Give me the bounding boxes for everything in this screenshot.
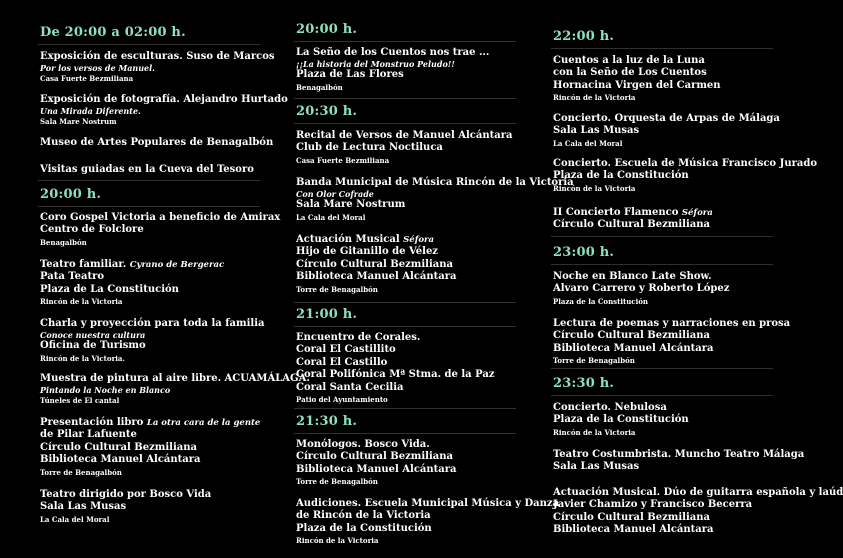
event-item <box>553 113 780 149</box>
event-venue: Rincón de la Victoria. <box>40 353 125 363</box>
divider <box>551 368 773 369</box>
time-heading: 23:30 h. <box>553 376 615 391</box>
event-line: Museo de Artes Populares de Benagalbón <box>40 137 274 148</box>
event-line: Noche en Blanco Late Show. <box>553 271 712 282</box>
event-line: Plaza de la Constitución <box>553 414 689 426</box>
event-item <box>553 55 721 103</box>
event-line: Círculo Cultural Bezmiliana <box>296 258 453 270</box>
event-line <box>553 207 713 219</box>
divider <box>551 264 773 265</box>
event-item <box>296 47 489 93</box>
event-line: Alvaro Carrero y Roberto López <box>553 283 730 295</box>
event-line: Círculo Cultural Bezmiliana <box>40 441 197 453</box>
event-line: Plaza de La Constitución <box>40 283 179 295</box>
time-heading: 22:00 h. <box>553 29 615 44</box>
event-subtitle: Por los versos de Manuel. <box>40 63 155 74</box>
event-line: Coral Polifónica Mª Stma. de la Paz <box>296 369 495 381</box>
event-inline-italic: Cyrano de Bergerac <box>129 260 225 270</box>
event-line <box>40 417 260 429</box>
event-line-text: Actuación Musical <box>296 234 400 245</box>
divider <box>38 180 260 181</box>
event-inline-italic: Séfora <box>403 235 435 245</box>
event-line: Sala Las Musas <box>553 125 640 137</box>
event-line: Oficina de Turismo <box>40 340 146 352</box>
event-line: de Pilar Lafuente <box>40 429 137 441</box>
event-subtitle: Una Mirada Diferente. <box>40 106 141 117</box>
event-line: Plaza de Las Flores <box>296 69 404 81</box>
event-line: Círculo Cultural Bezmiliana <box>296 451 453 463</box>
event-item <box>296 130 512 166</box>
event-item <box>40 489 211 525</box>
event-line: Actuación Musical. Dúo de guitarra española y laúd <box>553 487 843 498</box>
event-line: Coral El Castillito <box>296 344 396 356</box>
event-item <box>296 177 574 223</box>
event-line: Biblioteca Manuel Alcántara <box>553 342 714 354</box>
event-venue: Rincón de la Victoria <box>553 93 636 103</box>
event-venue: Rincón de la Victoria <box>296 536 379 546</box>
event-venue: Patio del Ayuntamiento <box>296 395 388 405</box>
event-inline-italic: La otra cara de la gente <box>146 418 261 428</box>
event-subtitle: Con Olor Cofrade <box>296 189 374 200</box>
divider <box>294 433 516 434</box>
event-item <box>40 373 310 406</box>
event-line <box>40 259 224 271</box>
event-line: Muestra de pintura al aire libre. ACUAMÁLAGA. <box>40 373 310 384</box>
divider <box>294 98 516 99</box>
divider <box>38 44 260 45</box>
event-line: Hornacina Virgen del Carmen <box>553 79 721 91</box>
event-venue: Rincón de la Victoria <box>553 427 636 437</box>
event-line-text: Teatro familiar. <box>40 259 127 270</box>
divider <box>294 123 516 124</box>
time-heading: 21:30 h. <box>296 414 358 429</box>
event-line: Javier Chamizo y Francisco Becerra <box>553 499 753 511</box>
event-line: Banda Municipal de Música Rincón de la Victoria <box>296 177 574 188</box>
divider <box>294 408 516 409</box>
event-item <box>296 498 559 546</box>
event-line: Coral El Castillo <box>296 356 388 368</box>
time-heading: 20:30 h. <box>296 104 358 119</box>
divider <box>551 48 773 49</box>
event-line <box>296 234 457 246</box>
event-line: Círculo Cultural Bezmiliana <box>553 219 710 231</box>
event-venue: Casa Fuerte Bezmiliana <box>296 155 390 165</box>
event-line: Club de Lectura Noctiluca <box>296 142 443 154</box>
event-subtitle: Conoce nuestra cultura <box>40 330 146 341</box>
event-line: Sala Mare Nostrum <box>296 199 406 211</box>
time-heading: De 20:00 a 02:00 h. <box>40 25 186 40</box>
event-inline-italic: Séfora <box>681 208 713 218</box>
event-item <box>40 212 280 248</box>
time-heading: 21:00 h. <box>296 307 358 322</box>
event-line: Exposición de esculturas. Suso de Marcos <box>40 51 275 62</box>
event-venue: Benagalbón <box>296 82 343 92</box>
event-line: Coro Gospel Victoria a beneficio de Amirax <box>40 212 281 223</box>
event-line: Cuentos a la luz de la Luna <box>553 55 705 66</box>
event-venue: Torre de Benagalbón <box>40 467 122 477</box>
event-item <box>40 51 275 84</box>
event-item <box>296 439 457 487</box>
event-venue: Torre de Benagalbón <box>296 477 378 487</box>
event-line: Biblioteca Manuel Alcántara <box>296 271 457 283</box>
event-item <box>553 158 817 194</box>
event-venue: Casa Fuerte Bezmiliana <box>40 74 134 84</box>
event-line: Sala Las Musas <box>553 461 640 473</box>
event-item <box>40 137 273 149</box>
event-item <box>553 402 689 438</box>
event-line: Charla y proyección para toda la familia <box>40 318 265 329</box>
event-line-text: Presentación libro <box>40 417 144 428</box>
event-line: Plaza de la Constitución <box>296 522 432 534</box>
event-line: Hijo de Gitanillo de Vélez <box>296 246 438 258</box>
event-item <box>40 318 264 364</box>
event-line: Teatro Costumbrista. Muncho Teatro Málaga <box>553 449 805 460</box>
event-line: Centro de Folclore <box>40 224 144 236</box>
event-line: Teatro dirigido por Bosco Vida <box>40 489 212 500</box>
event-line: Concierto. Escuela de Música Francisco Jurado <box>553 158 817 169</box>
event-line: Pata Teatro <box>40 271 105 283</box>
event-line: Biblioteca Manuel Alcántara <box>296 463 457 475</box>
event-venue: Plaza de la Constitución <box>553 296 648 306</box>
divider <box>294 41 516 42</box>
event-line: de Rincón de la Victoria <box>296 510 431 522</box>
event-item <box>296 332 495 405</box>
event-venue: La Cala del Moral <box>40 514 110 524</box>
divider <box>294 326 516 327</box>
event-line: Recital de Versos de Manuel Alcántara <box>296 130 513 141</box>
event-item <box>553 318 790 366</box>
event-venue: Benagalbón <box>40 237 87 247</box>
event-line: Biblioteca Manuel Alcántara <box>40 454 201 466</box>
event-item <box>553 449 804 474</box>
event-line: Concierto. Nebulosa <box>553 402 667 413</box>
event-venue: Torre de Benagalbón <box>296 284 378 294</box>
event-line: Lectura de poemas y narraciones en prosa <box>553 318 791 329</box>
event-item <box>553 271 729 307</box>
time-heading: 20:00 h. <box>296 22 358 37</box>
event-item <box>40 417 260 478</box>
event-line: Círculo Cultural Bezmiliana <box>553 511 710 523</box>
event-line: con la Seño de Los Cuentos <box>553 67 707 79</box>
event-venue: Rincón de la Victoria <box>553 183 636 193</box>
event-item <box>40 164 254 176</box>
event-line: Sala Las Musas <box>40 501 127 513</box>
event-item <box>296 234 457 295</box>
event-line: Exposición de fotografía. Alejandro Hurtado <box>40 94 288 105</box>
event-venue: Rincón de la Victoria <box>40 297 123 307</box>
time-heading: 20:00 h. <box>40 187 102 202</box>
event-line-text: II Concierto Flamenco <box>553 207 679 218</box>
event-venue: Sala Mare Nostrum <box>40 117 117 127</box>
event-subtitle: Pintando la Noche en Blanco <box>40 385 171 396</box>
event-venue: Torre de Benagalbón <box>553 356 635 366</box>
event-item <box>553 487 843 537</box>
event-line: Concierto. Orquesta de Arpas de Málaga <box>553 113 780 124</box>
event-line: Monólogos. Bosco Vida. <box>296 439 430 450</box>
event-line: Círculo Cultural Bezmiliana <box>553 330 710 342</box>
divider <box>551 395 773 396</box>
event-subtitle: ¡¡La historia del Monstruo Peludo!! <box>296 59 455 70</box>
event-item <box>40 259 224 307</box>
event-line: Coral Santa Cecilia <box>296 381 404 393</box>
time-heading: 23:00 h. <box>553 245 615 260</box>
event-line: La Seño de los Cuentos nos trae ... <box>296 47 490 58</box>
event-venue: La Cala del Moral <box>296 212 366 222</box>
divider <box>294 302 516 303</box>
event-line: Visitas guiadas en la Cueva del Tesoro <box>40 164 254 175</box>
event-line: Biblioteca Manuel Alcántara <box>553 524 714 536</box>
divider <box>38 206 260 207</box>
event-line: Audiciones. Escuela Municipal Música y Danza <box>296 498 560 509</box>
event-line: Plaza de la Constitución <box>553 170 689 182</box>
event-venue: Túneles de El cantal <box>40 396 120 406</box>
event-item <box>553 207 713 232</box>
event-line: Encuentro de Corales. <box>296 332 421 343</box>
event-venue: La Cala del Moral <box>553 138 623 148</box>
divider <box>551 236 773 237</box>
event-item <box>40 94 288 127</box>
